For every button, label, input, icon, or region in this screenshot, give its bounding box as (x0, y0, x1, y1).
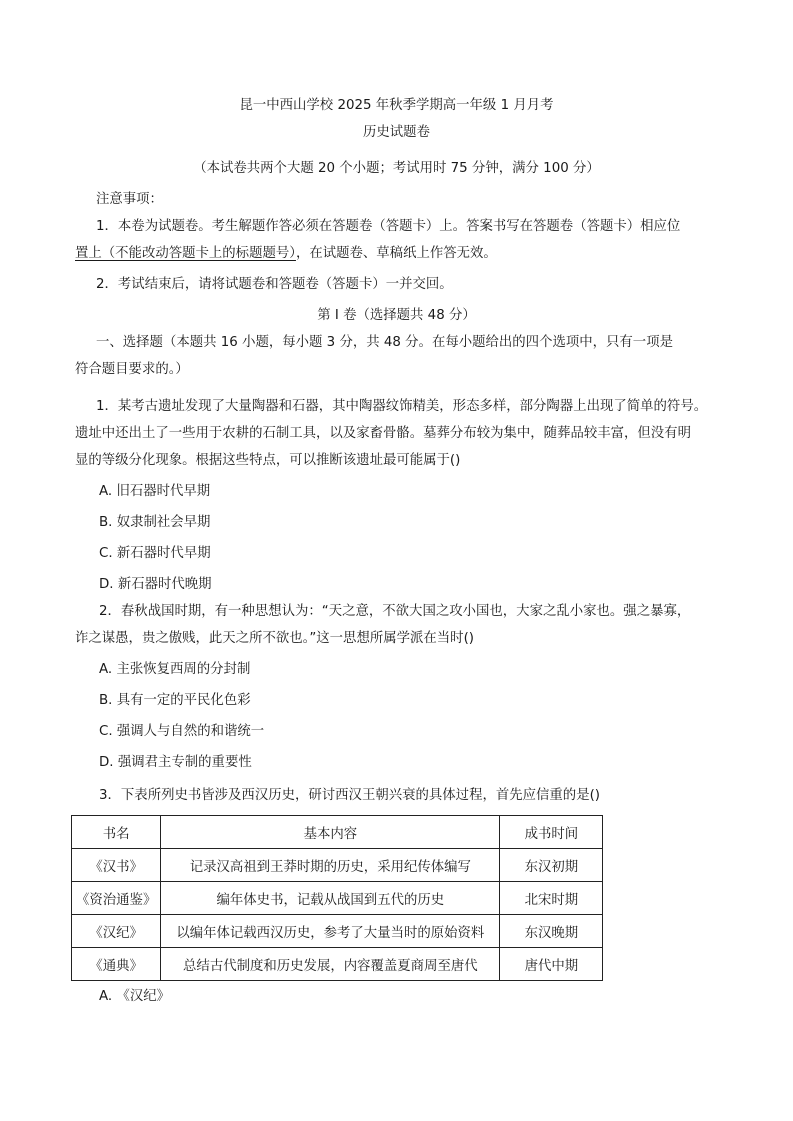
table-cell-book: 《汉书》 (72, 849, 161, 882)
table-cell-content: 编年体史书，记载从战国到五代的历史 (161, 882, 500, 915)
history-books-table (71, 815, 603, 981)
table-cell-time: 唐代中期 (500, 948, 603, 981)
table-header-row (72, 816, 603, 849)
table-header-cell: 书名 (72, 816, 161, 849)
section-instruction-line-1: 一、选择题（本题共 16 小题，每小题 3 分，共 48 分。在每小题给出的四个选项中，只有一项是 (96, 335, 673, 350)
question-3-line-1: 3．下表所列史书皆涉及西汉历史，研讨西汉王朝兴衰的具体过程，首先应信重的是() (99, 788, 601, 803)
table-cell-content: 记录汉高祖到王莽时期的历史，采用纪传体编写 (161, 849, 500, 882)
table-cell-book: 《资治通鉴》 (72, 882, 161, 915)
question-2-option-b: B. 具有一定的平民化色彩 (99, 693, 251, 708)
notice-underlined-text: 置上（不能改动答题卡上的标题题号） (75, 246, 296, 261)
notice-item-2: 2．考试结束后，请将试题卷和答题卷（答题卡）一并交回。 (96, 277, 453, 292)
table-cell-book: 《通典》 (72, 948, 161, 981)
table-header-cell: 基本内容 (161, 816, 500, 849)
table-header-cell: 成书时间 (500, 816, 603, 849)
table-row (72, 948, 603, 981)
notice-item-1-line-2 (75, 245, 497, 263)
table-row (72, 882, 603, 915)
question-1-line-1: 1．某考古遗址发现了大量陶器和石器，其中陶器纹饰精美，形态多样，部分陶器上出现了简单的符号。 (96, 399, 708, 414)
table-cell-time: 北宋时期 (500, 882, 603, 915)
table-row (72, 849, 603, 882)
question-1-line-3: 显的等级分化现象。根据这些特点，可以推断该遗址最可能属于() (75, 453, 461, 468)
exam-info: （本试卷共两个大题 20 个小题；考试用时 75 分钟，满分 100 分） (193, 161, 600, 176)
question-3-option-a: A. 《汉纪》 (99, 989, 170, 1004)
question-2-line-1: 2．春秋战国时期，有一种思想认为：“天之意，不欲大国之攻小国也，大家之乱小家也。强之暴寡， (99, 604, 691, 619)
question-2-option-c: C. 强调人与自然的和谐统一 (99, 724, 265, 739)
question-2-option-d: D. 强调君主专制的重要性 (99, 755, 252, 770)
question-1-option-a: A. 旧石器时代早期 (99, 484, 211, 499)
table-cell-content: 以编年体记载西汉历史，参考了大量当时的原始资料 (161, 915, 500, 948)
notice-rest-text: ，在试题卷、草稿纸上作答无效。 (295, 246, 497, 261)
volume-heading: 第 I 卷（选择题共 48 分） (317, 308, 476, 323)
exam-title: 昆一中西山学校 2025 年秋季学期高一年级 1 月月考 (239, 98, 554, 113)
section-instruction-line-2: 符合题目要求的。） (75, 362, 189, 377)
notice-item-1-line-1: 1．本卷为试题卷。考生解题作答必须在答题卷（答题卡）上。答案书写在答题卷（答题卡）相应位 (96, 219, 681, 234)
table-cell-time: 东汉初期 (500, 849, 603, 882)
notice-heading: 注意事项： (96, 192, 163, 207)
table-cell-time: 东汉晚期 (500, 915, 603, 948)
question-1-option-b: B. 奴隶制社会早期 (99, 515, 211, 530)
table-cell-book: 《汉纪》 (72, 915, 161, 948)
question-2-option-a: A. 主张恢复西周的分封制 (99, 662, 251, 677)
question-1-option-c: C. 新石器时代早期 (99, 546, 211, 561)
question-1-option-d: D. 新石器时代晚期 (99, 577, 212, 592)
exam-subject: 历史试题卷 (363, 125, 430, 140)
question-1-line-2: 遗址中还出土了一些用于农耕的石制工具，以及家畜骨骼。墓葬分布较为集中，随葬品较丰富，但没有明 (75, 426, 691, 441)
table-cell-content: 总结古代制度和历史发展，内容覆盖夏商周至唐代 (161, 948, 500, 981)
table-row (72, 915, 603, 948)
question-2-line-2: 诈之谋愚，贵之傲贱，此天之所不欲也。”这一思想所属学派在当时() (75, 631, 475, 646)
